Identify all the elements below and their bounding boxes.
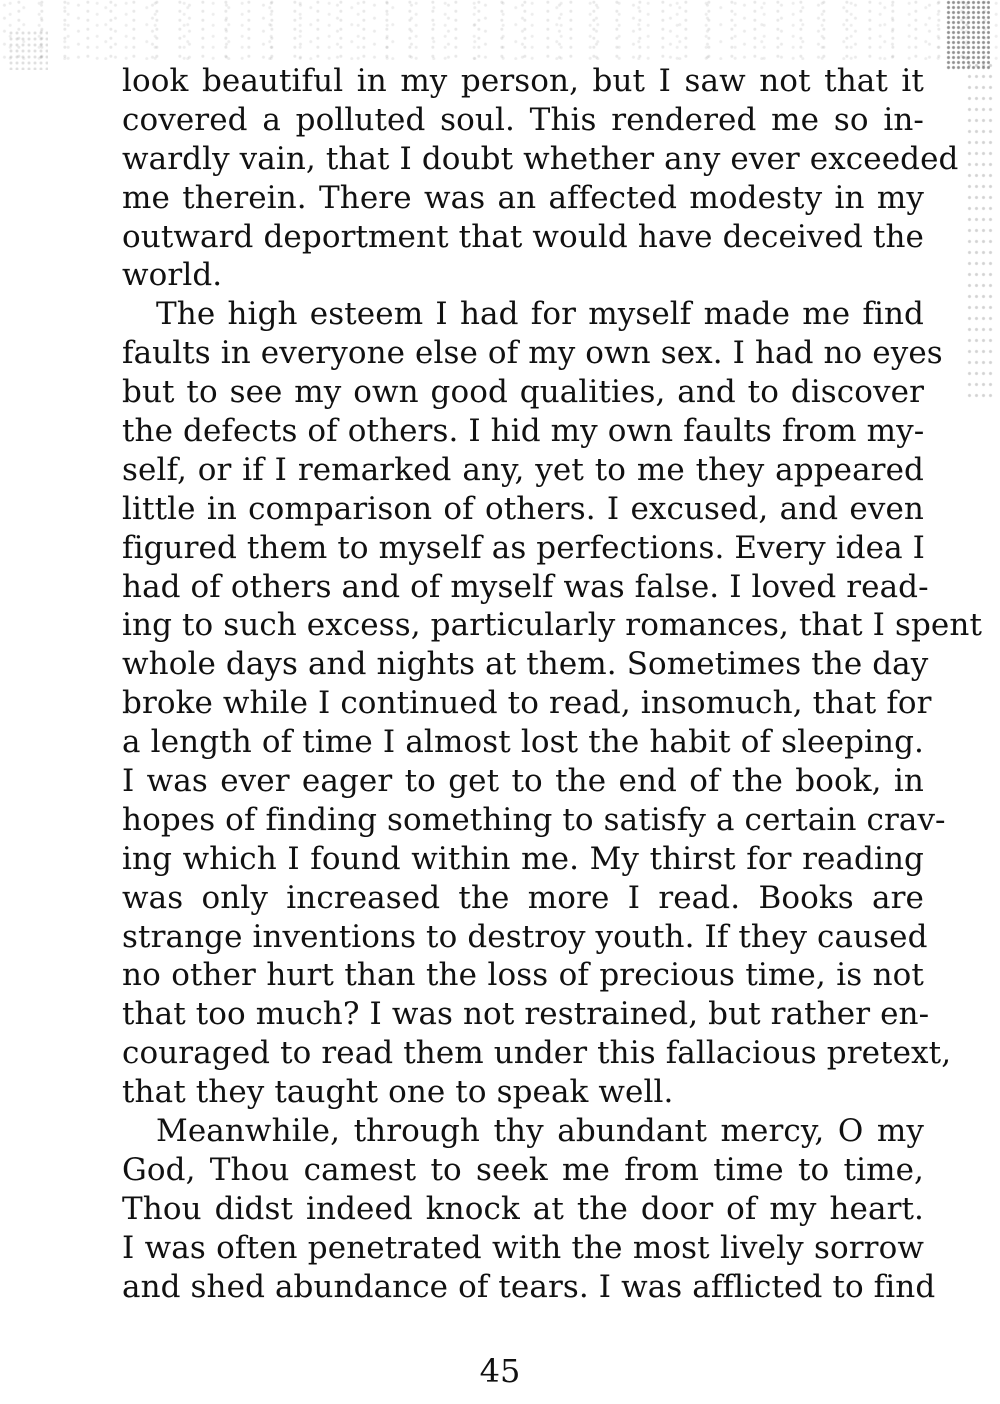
text-line: Thou didst indeed knock at the door of my heart. [122, 1190, 924, 1227]
text-line: that too much? I was not restrained, but rather en- [122, 996, 930, 1033]
page-number: 45 [479, 1352, 521, 1390]
text-line: broke while I continued to read, insomuch, that for [122, 685, 932, 722]
text-line: me therein. There was an affected modesty in my [122, 179, 924, 216]
body-text [122, 62, 982, 1307]
text-line: The high esteem I had for myself made me find [156, 296, 924, 333]
scan-speckle-corner [946, 0, 990, 70]
text-line: was only increased the more I read. Books are [122, 879, 924, 916]
text-line: Meanwhile, through thy abundant mercy, O my [156, 1113, 924, 1150]
text-line: couraged to read them under this fallacious pretext, [122, 1035, 952, 1072]
text-line: a length of time I almost lost the habit of sleeping. [122, 724, 924, 761]
scan-speckle-top [0, 0, 1000, 60]
text-line: the defects of others. I hid my own faults from my- [122, 413, 925, 450]
text-line: outward deportment that would have deceived the [122, 218, 924, 255]
text-line: look beautiful in my person, but I saw not that it [122, 63, 924, 99]
text-line: wardly vain, that I doubt whether any ever exceeded [122, 140, 959, 177]
text-line: covered a polluted soul. This rendered me so in- [122, 101, 924, 138]
text-line: world. [122, 257, 223, 294]
text-line: no other hurt than the loss of precious time, is not [122, 957, 924, 994]
text-line: but to see my own good qualities, and to discover [122, 374, 924, 411]
text-line: ing which I found within me. My thirst for reading [122, 840, 924, 877]
text-line: figured them to myself as perfections. Every idea I [122, 529, 925, 566]
text-line: had of others and of myself was false. I loved read- [122, 568, 929, 605]
text-line: hopes of finding something to satisfy a certain crav- [122, 801, 946, 838]
text-line: strange inventions to destroy youth. If they caused [122, 918, 928, 955]
text-line: whole days and nights at them. Sometimes the day [122, 646, 929, 683]
scan-speckle-right-margin [966, 60, 994, 400]
text-line: ing to such excess, particularly romances, that I spent [122, 607, 982, 644]
text-line: that they taught one to speak well. [122, 1074, 674, 1111]
text-line: faults in everyone else of my own sex. I had no eyes [122, 335, 943, 372]
text-line: God, Thou camest to seek me from time to time, [122, 1151, 924, 1188]
text-line: I was ever eager to get to the end of the book, in [122, 763, 924, 800]
text-line: I was often penetrated with the most lively sorrow [122, 1229, 924, 1266]
text-line: self, or if I remarked any, yet to me they appeared [122, 451, 924, 488]
text-line: little in comparison of others. I excused, and even [122, 490, 924, 527]
scan-speckle-left [8, 30, 48, 70]
text-line: and shed abundance of tears. I was afflicted to find [122, 1268, 936, 1305]
